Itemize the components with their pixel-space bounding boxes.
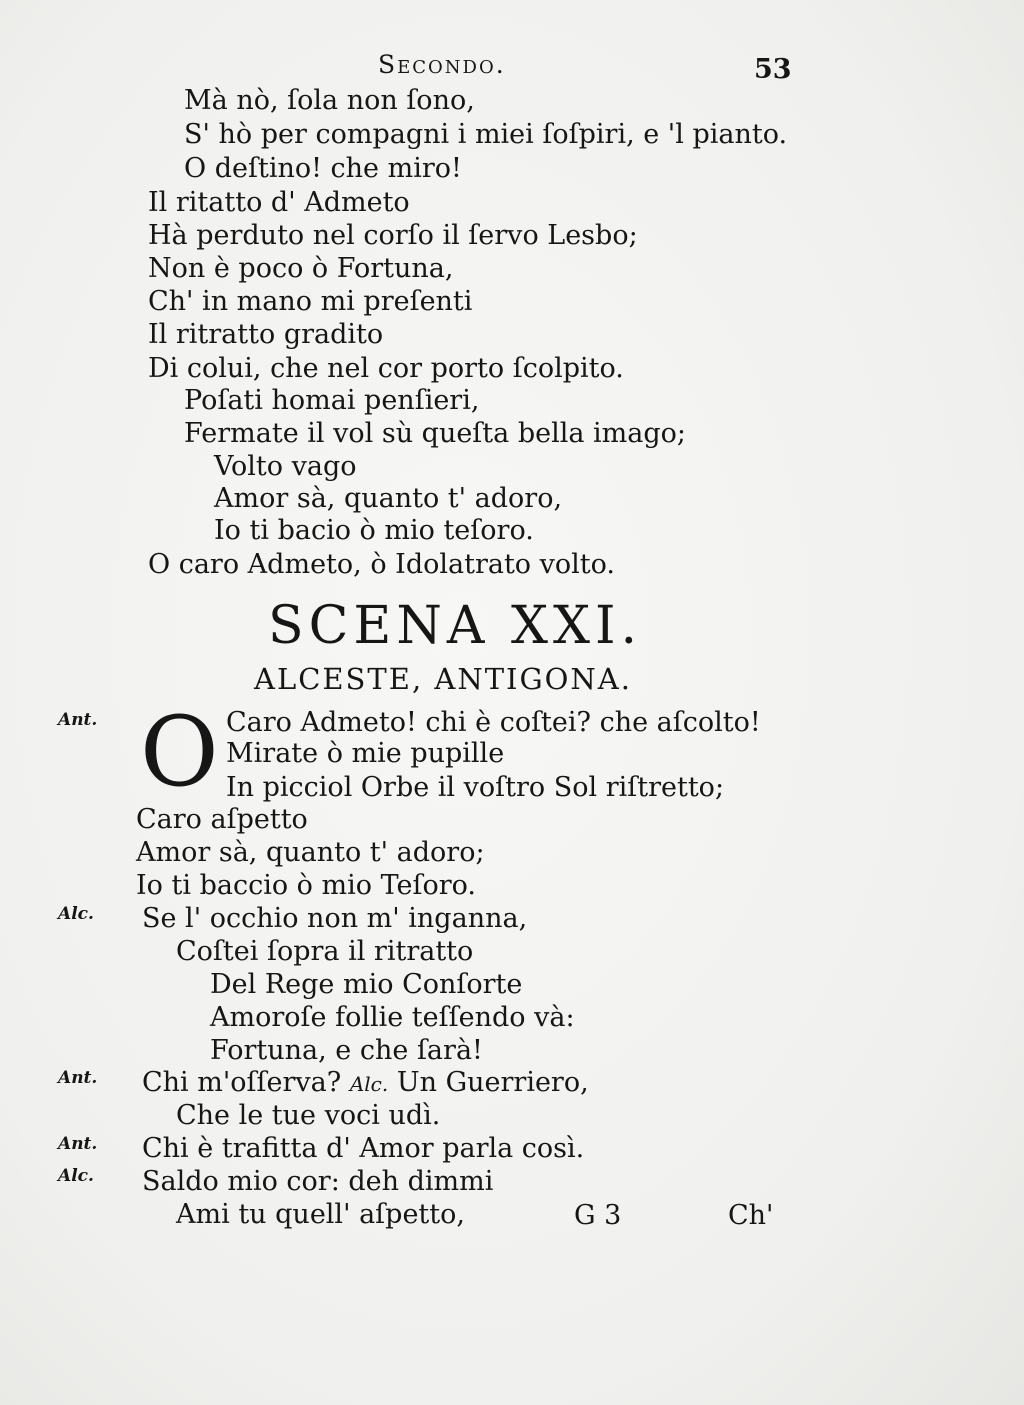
verse-line: Ch' in mano mi preſenti (148, 286, 473, 317)
verse-text: Chi m'oſſerva? (142, 1067, 342, 1098)
verse-line: Di colui, che nel cor porto ſcolpito. (148, 353, 624, 384)
verse-line (142, 1066, 589, 1101)
verse-line: Io ti baccio ò mio Teſoro. (136, 870, 476, 901)
verse-line: Poſati homai penſieri, (184, 385, 480, 416)
verse-line: Amoroſe follie teſſendo và: (210, 1002, 575, 1033)
verse-line: In picciol Orbe il voſtro Sol riſtretto; (226, 772, 725, 803)
speaker-label: Ant. (58, 1134, 98, 1154)
speaker-label: Ant. (58, 1068, 98, 1088)
verse-line: Mà nò, ſola non ſono, (184, 85, 475, 116)
catchword: Ch' (728, 1200, 774, 1231)
verse-text: Un Guerriero, (396, 1067, 589, 1098)
verse-line: Se l' occhio non m' inganna, (142, 903, 528, 934)
verse-line: Caro Admeto! chi è coſtei? che aſcolto! (226, 707, 761, 738)
signature-mark: G 3 (574, 1200, 622, 1231)
verse-line: Io ti bacio ò mio teſoro. (214, 515, 534, 546)
verse-line: Il ritatto d' Admeto (148, 187, 410, 218)
scene-characters: ALCESTE, ANTIGONA. (254, 662, 632, 696)
scene-title: SCENA XXI. (268, 596, 643, 656)
verse-line: Coſtei ſopra il ritratto (176, 936, 474, 967)
speaker-label: Ant. (58, 710, 98, 730)
verse-line: Hà perduto nel corſo il ſervo Lesbo; (148, 220, 638, 251)
verse-line: Volto vago (214, 451, 357, 482)
verse-line: Che le tue voci udì. (176, 1100, 441, 1131)
verse-line: Mirate ò mie pupille (226, 738, 505, 769)
speaker-label: Alc. (58, 1166, 94, 1186)
verse-line: Il ritratto gradito (148, 319, 384, 350)
verse-line: Amor sà, quanto t' adoro; (136, 837, 485, 868)
verse-line: Fermate il vol sù queſta bella imago; (184, 418, 687, 449)
page-number: 53 (754, 54, 792, 85)
verse-line: O caro Admeto, ò Idolatrato volto. (148, 549, 615, 580)
verse-line: Saldo mio cor: deh dimmi (142, 1166, 494, 1197)
verse-line: Caro aſpetto (136, 804, 308, 835)
verse-line: S' hò per compagni i miei ſoſpiri, e 'l pianto. (184, 119, 788, 150)
verse-line: O deſtino! che miro! (184, 153, 462, 184)
verse-line: Non è poco ò Fortuna, (148, 253, 454, 284)
drop-cap: O (140, 696, 219, 808)
speaker-label: Alc. (58, 904, 94, 924)
verse-line: Fortuna, e che ſarà! (210, 1035, 483, 1066)
verse-line: Del Rege mio Conſorte (210, 969, 523, 1000)
verse-line: Chi è trafitta d' Amor parla così. (142, 1133, 585, 1164)
running-head: Secondo. (378, 50, 506, 79)
verse-line: Amor sà, quanto t' adoro, (214, 483, 563, 514)
inline-speaker-label: Alc. (349, 1072, 389, 1096)
verse-line: Ami tu quell' aſpetto, (176, 1199, 465, 1230)
